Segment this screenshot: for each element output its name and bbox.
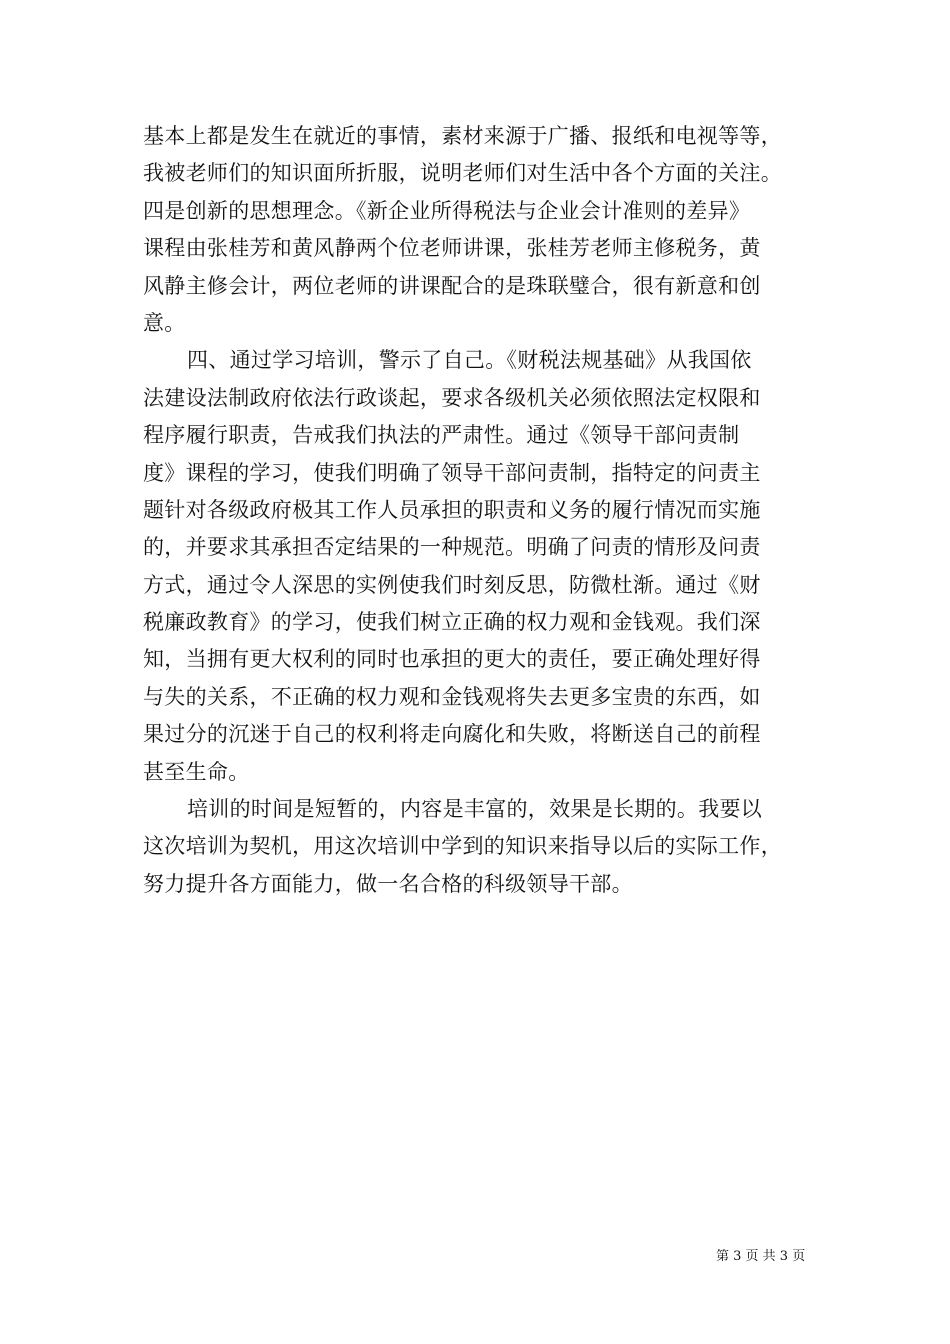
- text-line: 四是创新的思想理念。《新企业所得税法与企业会计准则的差异》: [143, 198, 751, 223]
- text-line: 度》课程的学习，使我们明确了领导干部问责制，指特定的问责主: [143, 460, 761, 485]
- text-line: 甚至生命。: [143, 759, 250, 784]
- text-line: 我被老师们的知识面所折服，说明老师们对生活中各个方面的关注。: [143, 161, 782, 186]
- text-line: 方式，通过令人深思的实例使我们时刻反思，防微杜渐。通过《财: [143, 572, 761, 597]
- text-line: 题针对各级政府极其工作人员承担的职责和义务的履行情况而实施: [143, 497, 761, 522]
- text-line: 意。: [143, 310, 186, 335]
- text-line: 风静主修会计，两位老师的讲课配合的是珠联璧合，很有新意和创: [143, 273, 761, 298]
- text-line: 税廉政教育》的学习，使我们树立正确的权力观和金钱观。我们深: [143, 610, 761, 635]
- text-line: 法建设法制政府依法行政谈起，要求各级机关必须依照法定权限和: [143, 385, 761, 410]
- text-line: 程序履行职责，告戒我们执法的严肃性。通过《领导干部问责制: [143, 423, 740, 448]
- paragraph-start-line: 培训的时间是短暂的，内容是丰富的，效果是长期的。我要以: [187, 797, 763, 822]
- text-line: 这次培训为契机，用这次培训中学到的知识来指导以后的实际工作，: [143, 834, 782, 859]
- paragraph-start-line: 四、通过学习培训，警示了自己。《财税法规基础》从我国依: [187, 348, 752, 373]
- text-line: 课程由张桂芳和黄风静两个位老师讲课，张桂芳老师主修税务，黄: [143, 236, 761, 261]
- text-line: 基本上都是发生在就近的事情，素材来源于广播、报纸和电视等等，: [143, 124, 782, 148]
- document-body: [143, 118, 810, 903]
- text-line: 的，并要求其承担否定结果的一种规范。明确了问责的情形及问责: [143, 535, 761, 560]
- page-number-footer: 第 3 页 共 3 页: [716, 1249, 806, 1264]
- text-line: 知，当拥有更大权利的同时也承担的更大的责任，要正确处理好得: [143, 647, 761, 672]
- text-line: 果过分的沉迷于自己的权利将走向腐化和失败，将断送自己的前程: [143, 722, 761, 747]
- text-line: 努力提升各方面能力，做一名合格的科级领导干部。: [143, 871, 633, 896]
- text-line: 与失的关系，不正确的权力观和金钱观将失去更多宝贵的东西，如: [143, 684, 761, 709]
